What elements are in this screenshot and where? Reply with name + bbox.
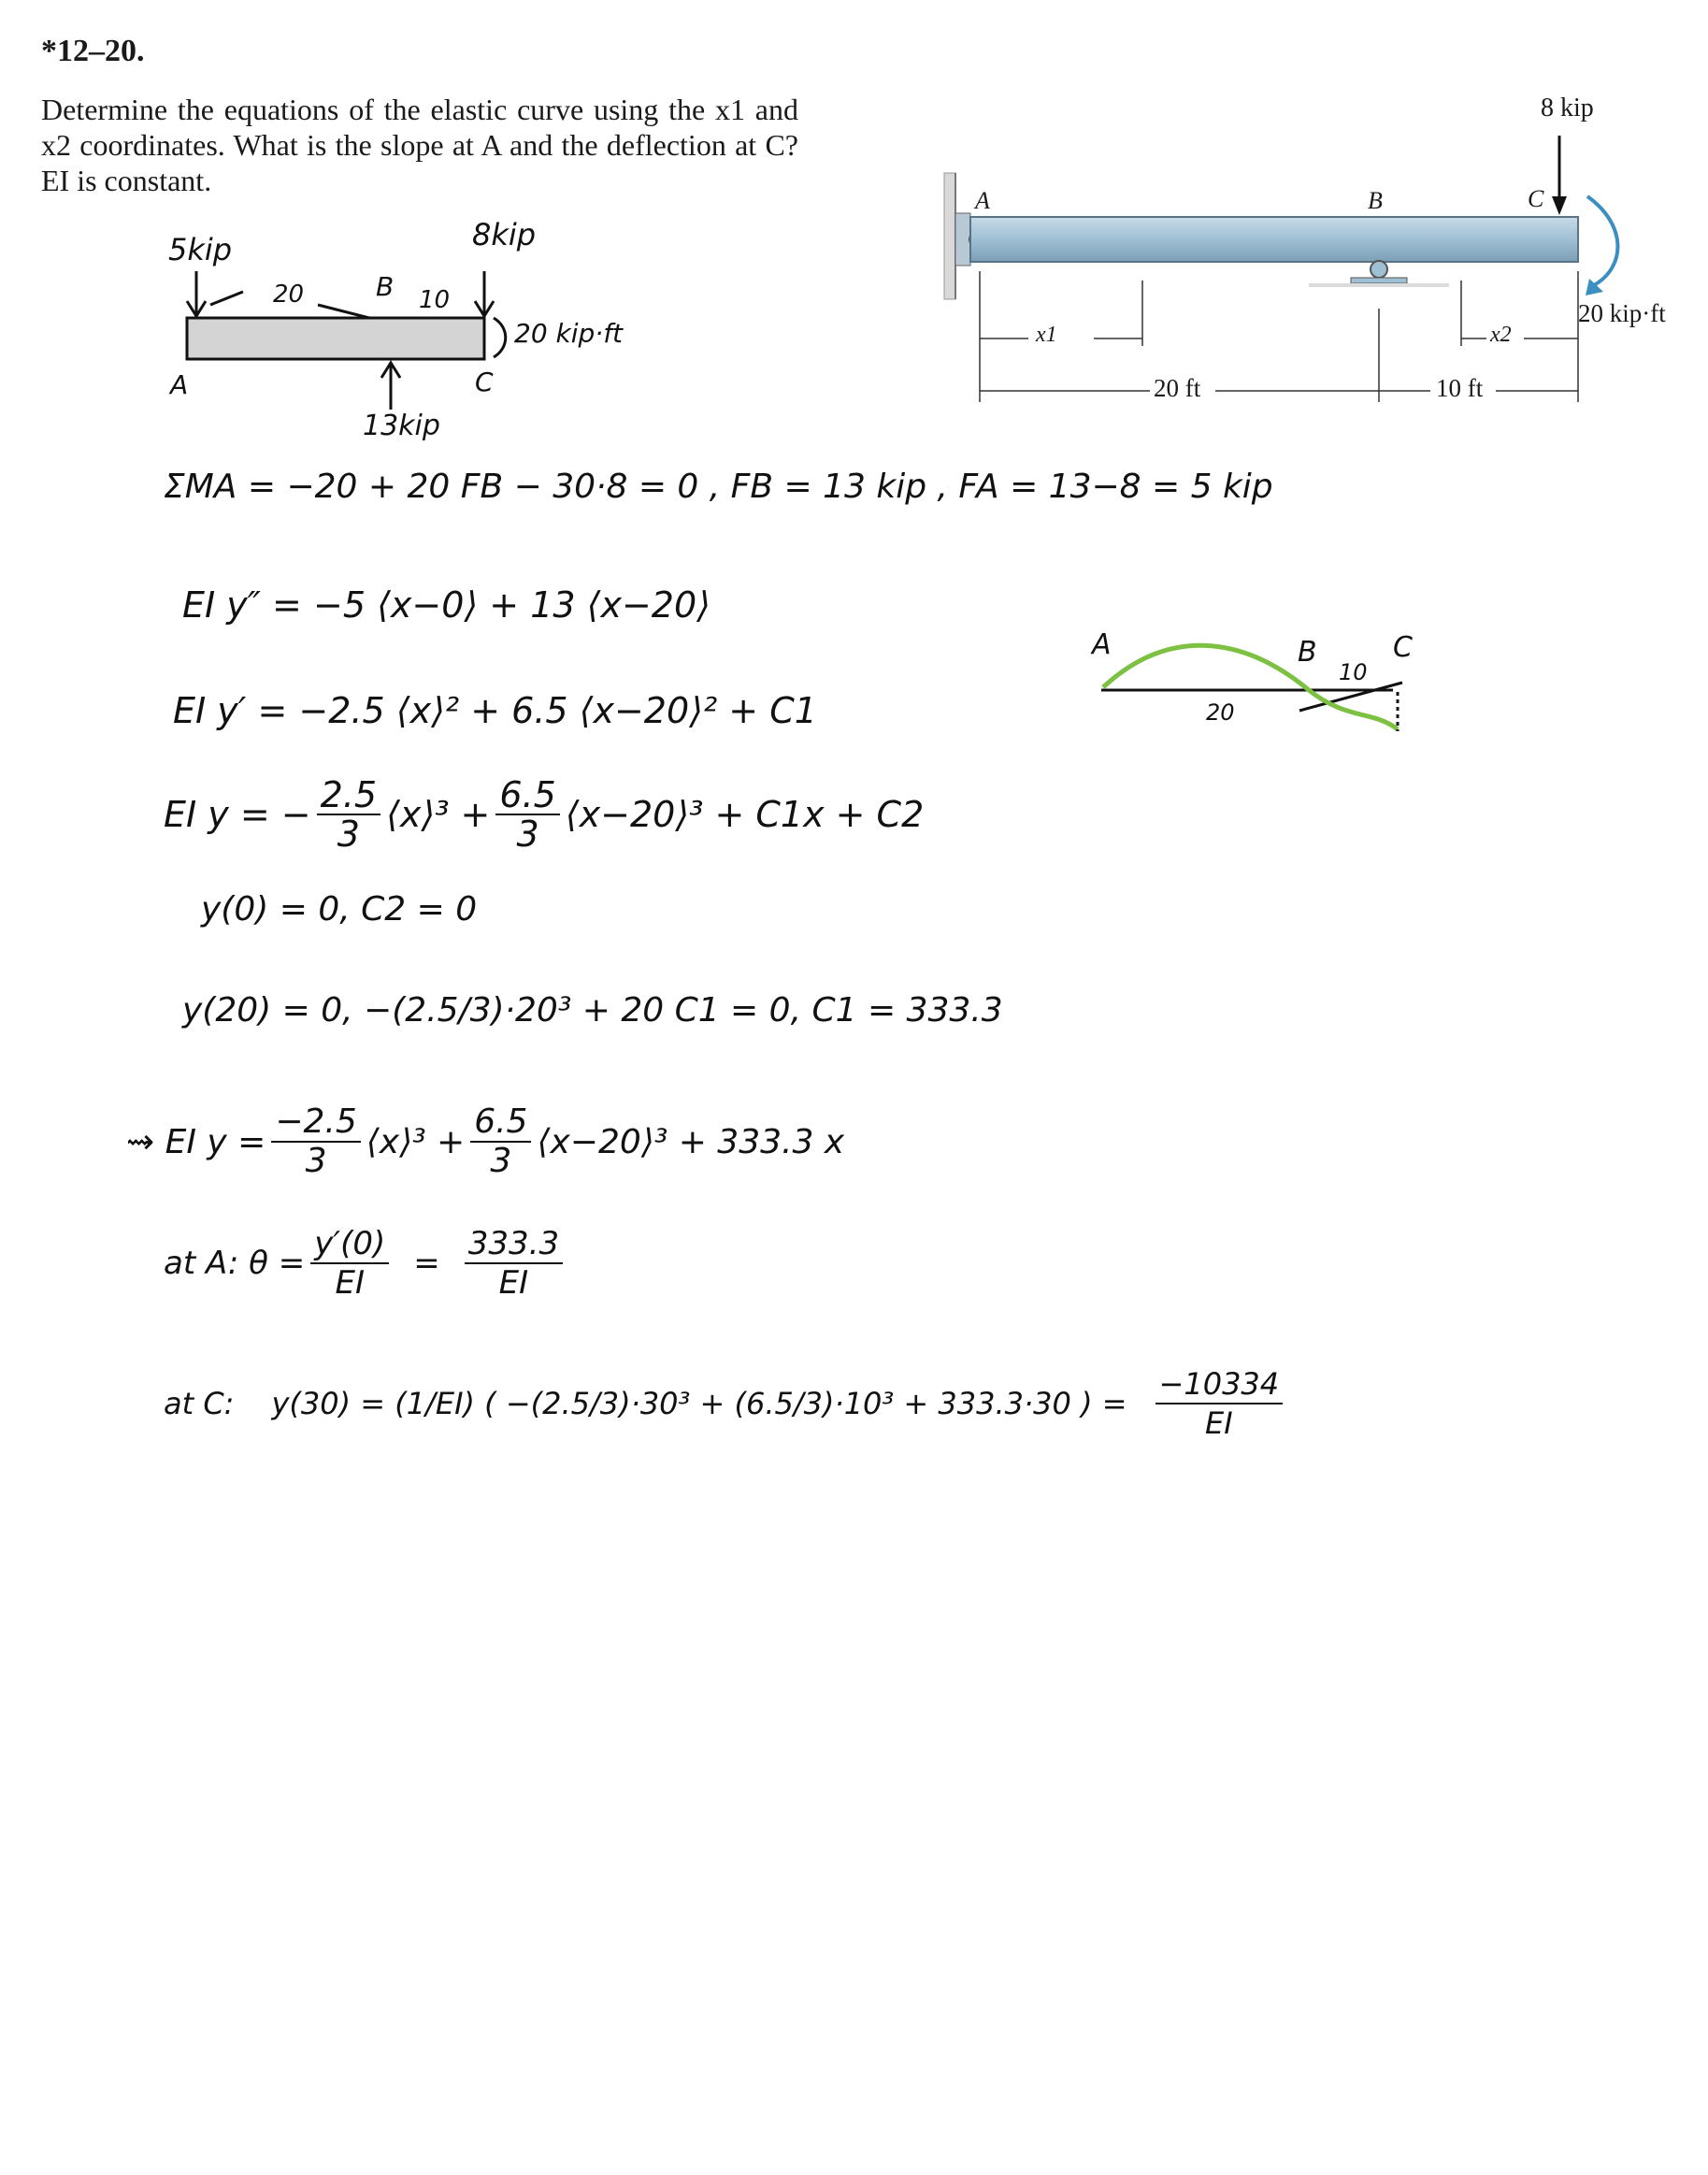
eq3-tail: ⟨x−20⟩³ + C1x + C2	[565, 794, 925, 835]
pin-support-a	[955, 213, 970, 266]
moment-arrow	[1587, 196, 1617, 285]
wall	[944, 173, 955, 299]
dimension-lines	[980, 271, 1578, 402]
x1-label: x1	[1036, 323, 1057, 347]
eq3-mid: ⟨x⟩³ +	[386, 794, 491, 835]
fbd-label-c: C	[475, 367, 494, 397]
dim-bc: 10 ft	[1436, 374, 1484, 402]
fbd-label-a: A	[170, 369, 189, 400]
eq3-f1-den: 3	[337, 814, 360, 855]
label-c: C	[1528, 185, 1544, 212]
final-frac1	[271, 1103, 360, 1180]
moment-label: 20 kip·ft	[1578, 299, 1666, 327]
elastic-curve-sketch	[1101, 645, 1402, 731]
defl-label: at C:	[164, 1386, 235, 1421]
fbd-dist-bc: 10	[419, 286, 451, 314]
eq-second-derivative: EI y″ = −5 ⟨x−0⟩ + 13 ⟨x−20⟩	[182, 584, 710, 626]
sketch-label-a: A	[1092, 628, 1112, 661]
final-f1-den: 3	[305, 1142, 327, 1180]
final-f1-num: −2.5	[271, 1103, 360, 1143]
deflection-at-c	[164, 1365, 1288, 1442]
problem-statement: Determine the equations of the elastic curve using the x1 and x2 coordinates. What is the slope at A and the deflection at C? EI is constant.	[41, 93, 798, 197]
fbd-beam	[187, 318, 484, 359]
problem-number: *12–20.	[41, 34, 145, 68]
fbd-reaction: 13kip	[363, 410, 440, 442]
slope-equals: =	[413, 1245, 440, 1282]
moment-equation: ΣMA = −20 + 20 FB − 30·8 = 0 , FB = 13 kip , FA = 13−8 = 5 kip	[164, 468, 1273, 506]
defl-expr: y(30) = (1/EI) ( −(2.5/3)·30³ + (6.5/3)·10³ + 333.3·30 ) =	[271, 1386, 1127, 1421]
eq3-f2-num: 6.5	[495, 776, 559, 815]
sketch-label-c: C	[1393, 631, 1413, 664]
slope-label: at A: θ =	[164, 1245, 306, 1282]
eq3-frac1	[317, 776, 380, 853]
label-a: A	[975, 187, 990, 214]
sketch-label-b: B	[1298, 636, 1317, 669]
final-mid: ⟨x⟩³ +	[366, 1122, 466, 1161]
eq3-f2-den: 3	[516, 814, 539, 855]
fbd-right-force: 8kip	[472, 217, 537, 252]
defl-num: −10334	[1155, 1365, 1284, 1404]
slope-val-den: EI	[498, 1264, 529, 1302]
defl-frac	[1155, 1365, 1284, 1442]
slope-val-num: 333.3	[465, 1225, 563, 1264]
eq-first-derivative: EI y′ = −2.5 ⟨x⟩² + 6.5 ⟨x−20⟩² + C1	[173, 690, 817, 731]
load-label: 8 kip	[1541, 94, 1594, 122]
fbd-dist-ab: 20	[273, 281, 305, 309]
fbd-label-b: B	[376, 271, 395, 302]
eq3-lhs: EI y = −	[164, 794, 311, 835]
slope-at-a	[164, 1225, 568, 1302]
slope-value-frac	[465, 1225, 563, 1302]
fbd-left-force: 5kip	[168, 232, 233, 267]
sketch-dist-ab: 20	[1206, 699, 1235, 726]
boundary-condition-1: y(0) = 0, C2 = 0	[201, 890, 478, 929]
final-frac2	[470, 1103, 531, 1180]
x2-label: x2	[1490, 323, 1512, 347]
label-b: B	[1368, 187, 1383, 214]
slope-num: y′(0)	[310, 1225, 389, 1264]
sketch-dist-bc: 10	[1339, 659, 1368, 685]
defl-den: EI	[1205, 1405, 1233, 1441]
slope-den: EI	[335, 1264, 365, 1302]
eq3-frac2	[495, 776, 559, 853]
boundary-condition-2: y(20) = 0, −(2.5/3)·20³ + 20 C1 = 0, C1 = 333.3	[182, 991, 1003, 1030]
dim-ab: 20 ft	[1154, 374, 1201, 402]
eq-deflection	[164, 776, 924, 853]
beam	[970, 217, 1578, 262]
final-f2-num: 6.5	[470, 1103, 531, 1143]
final-elastic-curve	[126, 1103, 844, 1180]
eq3-f1-num: 2.5	[317, 776, 380, 815]
final-f2-den: 3	[490, 1142, 512, 1180]
final-tail: ⟨x−20⟩³ + 333.3 x	[537, 1122, 845, 1161]
slope-frac	[310, 1225, 389, 1302]
final-lhs: ⇝ EI y =	[126, 1122, 266, 1161]
roller-support-b	[1371, 261, 1387, 278]
fbd-moment: 20 kip·ft	[514, 318, 624, 349]
